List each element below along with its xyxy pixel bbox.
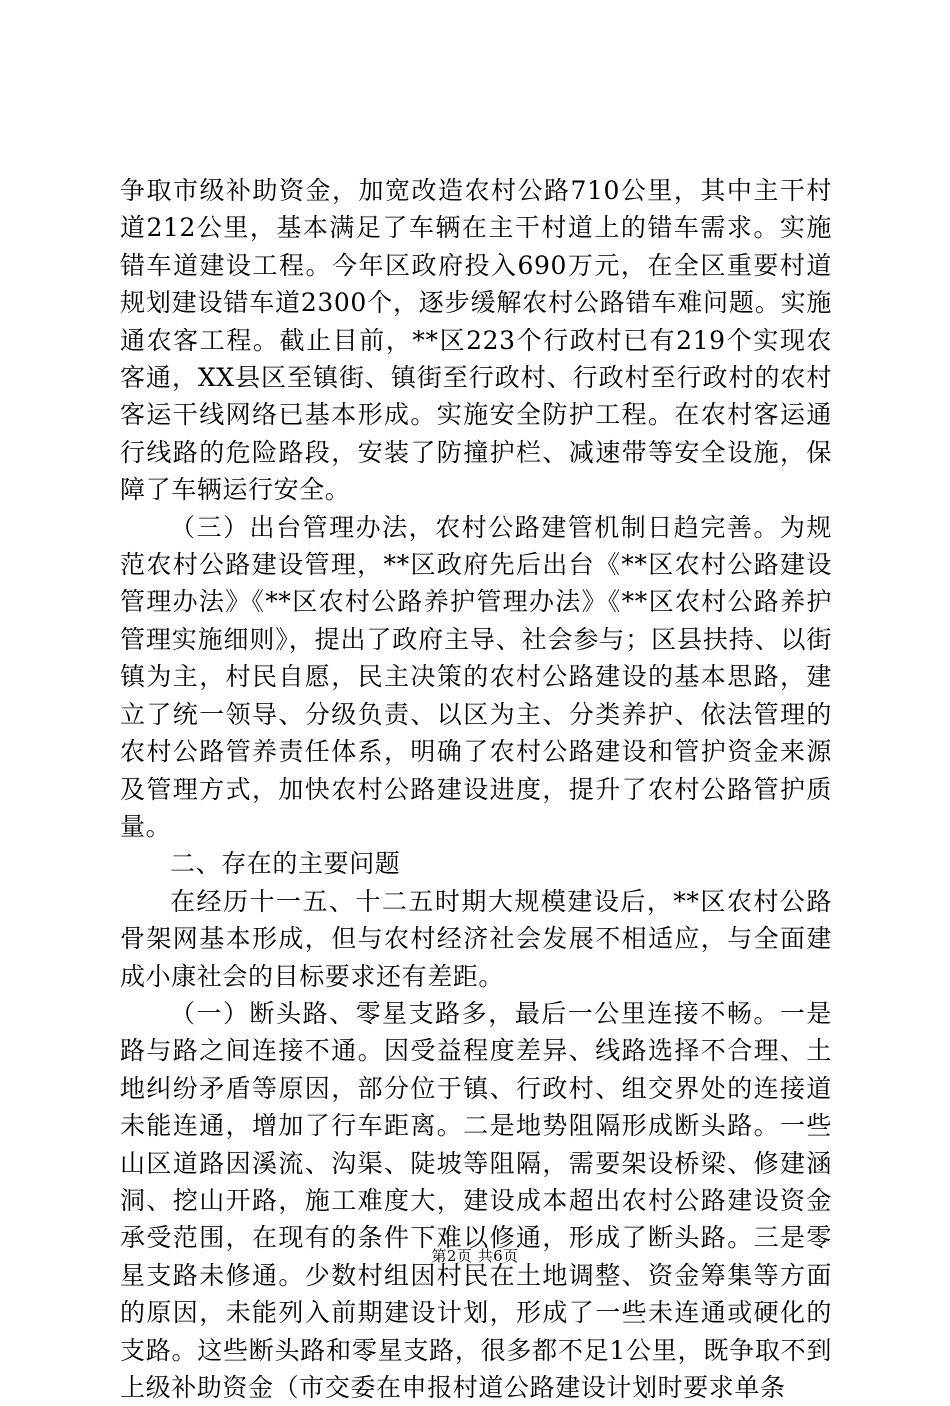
paragraph-3: 在经历十一五、十二五时期大规模建设后，**区农村公路骨架网基本形成，但与农村经济社会发展不相适应，与全面建成小康社会的目标要求还有差距。 — [120, 886, 832, 991]
paragraph-4: （一）断头路、零星支路多，最后一公里连接不畅。一是路与路之间连接不通。因受益程度差异、线路选择不合理、土地纠纷矛盾等原因，部分位于镇、行政村、组交界处的连接道未能连通，增加了行车距离。二是地势阻隔形成断头路。一些山区道路因溪流、沟渠、陡坡等阻隔，需要架设桥梁、修建涵洞、挖山开路，施工难度大，建设成本超出农村公路建设资金承受范围，在现有的条件下难以修通，形成了断头路。三是零星支路未修通。少数村组因村民在土地调整、资金筹集等方面的原因，未能列入前期建设计划，形成了一些未连通或硬化的支路。这些断头路和零星支路，很多都不足1公里，既争取不到上级补助资金（市交委在申报村道公路建设计划时要求单条 — [120, 998, 832, 1402]
paragraph-1: 争取市级补助资金，加宽改造农村公路710公里，其中主干村道212公里，基本满足了车辆在主干村道上的错车需求。实施错车道建设工程。今年区政府投入690万元，在全区重要村道规划建设错车道2300个，逐步缓解农村公路错车难问题。实施通农客工程。截止目前，**区223个行政村已有219个实现农客通，XX县区至镇街、镇街至行政村、行政村至行政村的农村客运干线网络已基本形成。实施安全防护工程。在农村客运通行线路的危险路段，安装了防撞护栏、减速带等安全设施，保障了车辆运行安全。 — [120, 176, 832, 505]
section-heading: 二、存在的主要问题 — [170, 849, 401, 879]
document-body — [120, 172, 832, 1406]
page-footer: 第2页 共6页 — [431, 1247, 519, 1265]
paragraph-2: （三）出台管理办法，农村公路建管机制日趋完善。为规范农村公路建设管理，**区政府先后出台《**区农村公路建设管理办法》《**区农村公路养护管理办法》《**区农村公路养护管理实施细则》，提出了政府主导、社会参与；区县扶持、以街镇为主，村民自愿，民主决策的农村公路建设的基本思路，建立了统一领导、分级负责、以区为主、分类养护、依法管理的农村公路管养责任体系，明确了农村公路建设和管护资金来源及管理方式，加快农村公路建设进度，提升了农村公路管护质量。 — [120, 512, 832, 841]
